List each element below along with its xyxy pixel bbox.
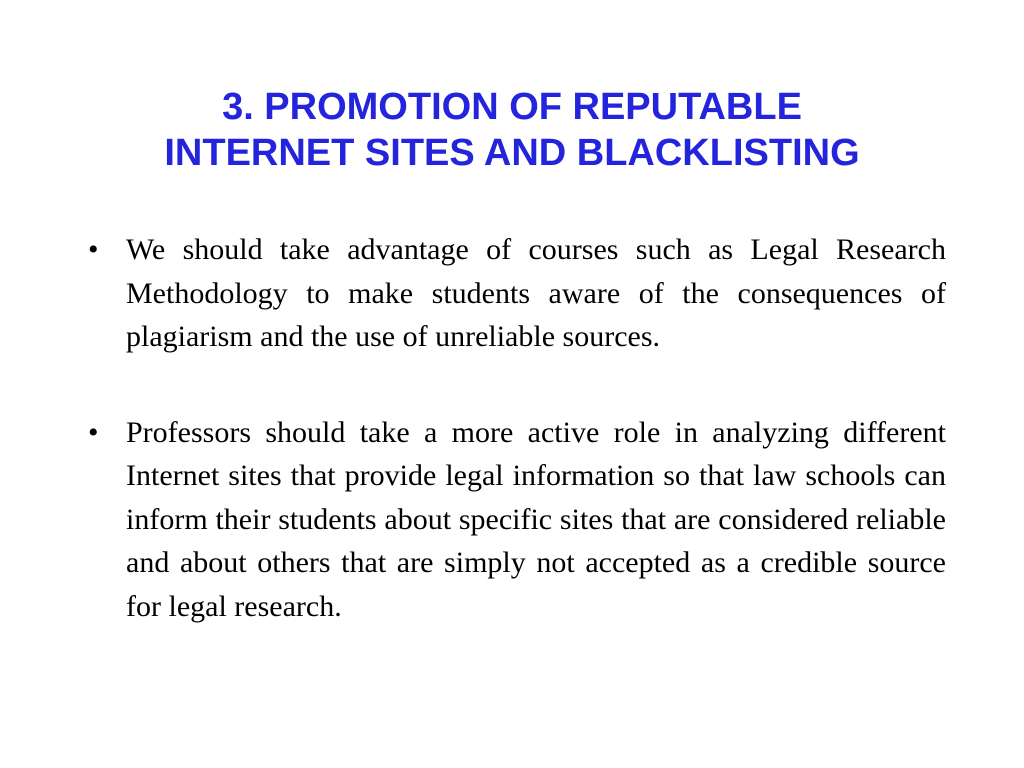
bullet-item	[88, 411, 946, 629]
slide-title-line-1: 3. PROMOTION OF REPUTABLE	[222, 86, 802, 128]
bullet-text-1: We should take advantage of courses such as Legal Research Methodology to make students aware of the consequences of plagiarism and the use of unreliable sources.	[126, 233, 946, 353]
bullet-item	[88, 228, 946, 359]
slide-title	[0, 84, 1024, 176]
bullet-text-2: Professors should take a more active role in analyzing different Internet sites that provide legal information so that law schools can inform their students about specific sites that are considered reliable and about others that are simply not accepted as a credible source for legal research.	[126, 415, 946, 623]
slide-title-line-2: INTERNET SITES AND BLACKLISTING	[164, 132, 860, 174]
bullet-list	[88, 228, 946, 628]
bullet-marker: •	[88, 415, 99, 449]
bullet-marker: •	[88, 233, 99, 266]
